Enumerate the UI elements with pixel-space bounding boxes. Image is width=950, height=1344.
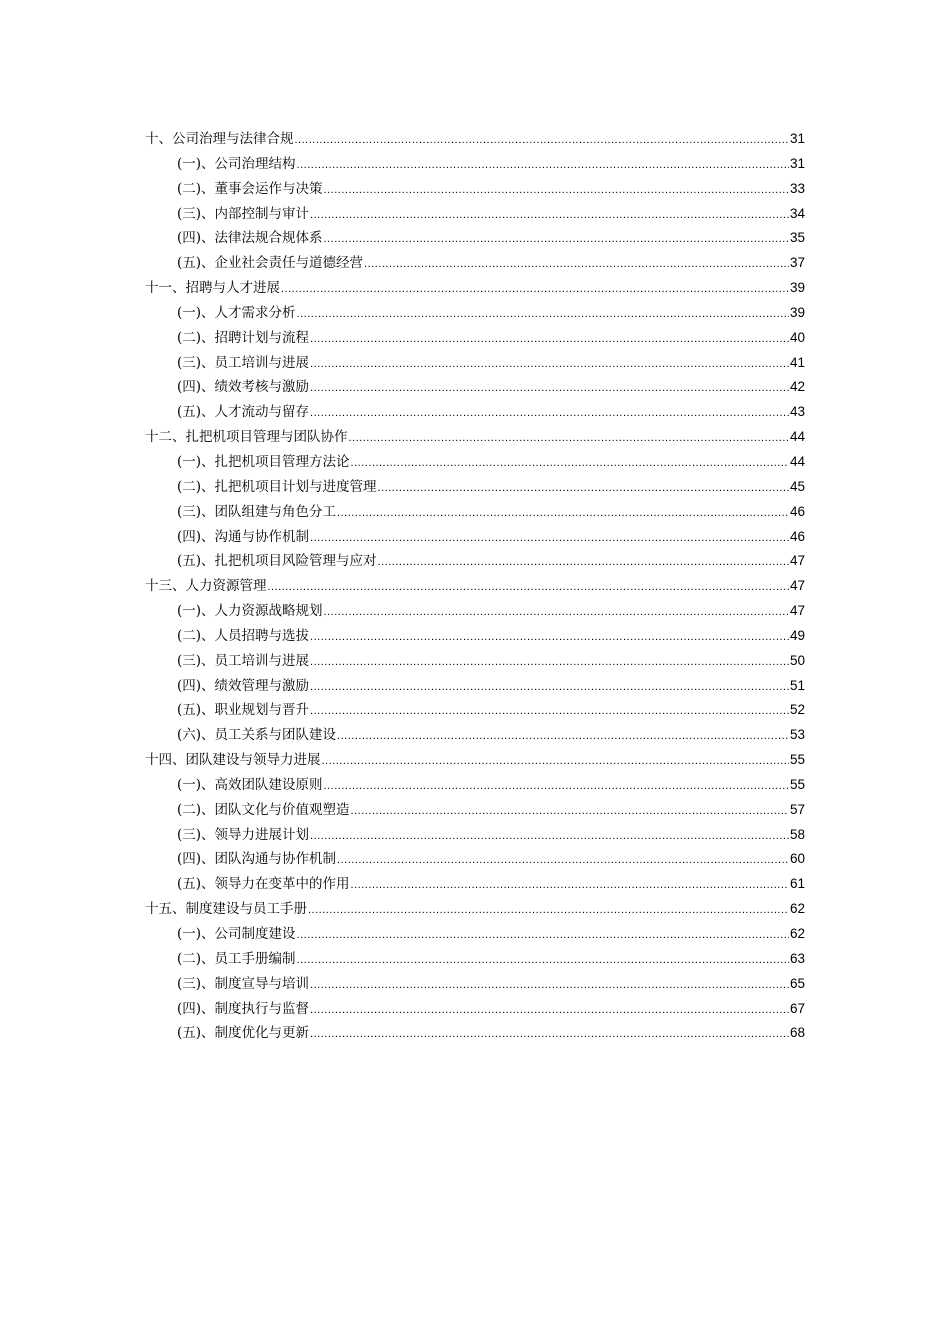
toc-entry-title: (四)、绩效考核与激励	[177, 379, 310, 396]
toc-dot-leader	[295, 128, 789, 153]
toc-page-number: 47	[789, 603, 805, 619]
toc-entry-title: (二)、董事会运作与决策	[177, 180, 323, 197]
toc-page-number: 46	[789, 528, 805, 544]
toc-entry-title: (三)、制度宣导与培训	[177, 975, 310, 992]
toc-dot-leader	[310, 401, 789, 426]
toc-dot-leader	[337, 724, 789, 749]
toc-section-entry[interactable]	[145, 823, 805, 848]
toc-dot-leader	[324, 227, 789, 252]
toc-page-number: 44	[789, 453, 805, 469]
toc-section-entry[interactable]	[145, 450, 805, 475]
toc-page-number: 51	[789, 677, 805, 693]
toc-entry-title: (一)、公司制度建设	[177, 926, 296, 942]
toc-entry-title: (四)、团队沟通与协作机制	[177, 851, 337, 868]
toc-chapter-entry[interactable]	[145, 425, 805, 450]
toc-dot-leader	[310, 998, 789, 1023]
toc-entry-title: (三)、员工培训与进展	[177, 354, 310, 371]
toc-entry-title: (四)、制度执行与监督	[177, 1000, 310, 1017]
toc-dot-leader	[364, 252, 789, 277]
toc-page-number: 49	[789, 627, 805, 643]
toc-entry-title: (二)、员工手册编制	[177, 950, 296, 967]
toc-page-number: 33	[789, 180, 805, 196]
toc-entry-title: (一)、高效团队建设原则	[177, 776, 323, 793]
toc-dot-leader	[324, 600, 789, 625]
toc-dot-leader	[310, 352, 789, 377]
toc-entry-title: (三)、领导力进展计划	[177, 826, 310, 843]
toc-section-entry[interactable]	[145, 177, 805, 202]
toc-dot-leader	[297, 948, 789, 973]
toc-section-entry[interactable]	[145, 674, 805, 699]
toc-dot-leader	[297, 923, 789, 948]
toc-entry-title: (三)、内部控制与审计	[177, 205, 310, 222]
toc-dot-leader	[310, 699, 789, 724]
toc-dot-leader	[378, 550, 789, 575]
toc-dot-leader	[310, 675, 789, 700]
toc-chapter-entry[interactable]	[145, 127, 805, 152]
toc-page-number: 55	[789, 752, 805, 768]
toc-entry-title: (一)、人才需求分析	[177, 304, 296, 321]
toc-chapter-entry[interactable]	[145, 748, 805, 773]
toc-entry-title: (四)、法律法规合规体系	[177, 230, 323, 247]
toc-page-number: 31	[789, 131, 805, 146]
toc-section-entry[interactable]	[145, 798, 805, 823]
toc-entry-title: (三)、员工培训与进展	[177, 652, 310, 669]
toc-dot-leader	[310, 650, 789, 675]
toc-entry-title: (六)、员工关系与团队建设	[177, 727, 337, 744]
toc-page-number: 39	[789, 280, 805, 296]
toc-entry-title: 十四、团队建设与领导力进展	[145, 752, 321, 769]
table-of-contents	[145, 127, 805, 1046]
toc-dot-leader	[351, 799, 789, 824]
toc-entry-title: (五)、人才流动与留存	[177, 404, 310, 421]
toc-dot-leader	[297, 153, 789, 178]
toc-entry-title: (五)、扎把机项目风险管理与应对	[177, 553, 377, 570]
toc-dot-leader	[337, 848, 789, 873]
toc-section-entry[interactable]	[145, 773, 805, 798]
toc-section-entry[interactable]	[145, 947, 805, 972]
toc-entry-title: (一)、人力资源战略规划	[177, 603, 323, 620]
toc-entry-title: (一)、扎把机项目管理方法论	[177, 453, 350, 470]
toc-dot-leader	[322, 749, 789, 774]
toc-dot-leader	[324, 774, 789, 799]
toc-section-entry[interactable]	[145, 202, 805, 227]
toc-dot-leader	[349, 426, 789, 451]
toc-entry-title: 十、公司治理与法律合规	[145, 131, 294, 147]
toc-chapter-entry[interactable]	[145, 897, 805, 922]
toc-section-entry[interactable]	[145, 326, 805, 351]
toc-page-number: 42	[789, 379, 805, 395]
toc-section-entry[interactable]	[145, 922, 805, 947]
toc-dot-leader	[310, 203, 789, 228]
toc-page-number: 62	[789, 926, 805, 941]
toc-dot-leader	[324, 178, 789, 203]
toc-section-entry[interactable]	[145, 872, 805, 897]
toc-dot-leader	[281, 277, 789, 302]
toc-section-entry[interactable]	[145, 997, 805, 1022]
toc-dot-leader	[308, 898, 789, 923]
toc-section-entry[interactable]	[145, 847, 805, 872]
toc-entry-title: (五)、职业规划与晋升	[177, 702, 310, 719]
toc-dot-leader	[310, 526, 789, 551]
toc-section-entry[interactable]	[145, 549, 805, 574]
toc-section-entry[interactable]	[145, 723, 805, 748]
toc-dot-leader	[297, 302, 789, 327]
toc-page-number: 61	[789, 876, 805, 892]
toc-page-number: 35	[789, 230, 805, 246]
toc-entry-title: (四)、绩效管理与激励	[177, 677, 310, 694]
toc-dot-leader	[310, 1022, 789, 1047]
toc-entry-title: (二)、团队文化与价值观塑造	[177, 801, 350, 818]
toc-dot-leader	[351, 451, 789, 476]
toc-section-entry[interactable]	[145, 599, 805, 624]
toc-section-entry[interactable]	[145, 251, 805, 276]
toc-dot-leader	[351, 873, 789, 898]
toc-section-entry[interactable]	[145, 500, 805, 525]
toc-page-number: 65	[789, 975, 805, 991]
toc-page-number: 34	[789, 205, 805, 221]
toc-entry-title: 十一、招聘与人才进展	[145, 280, 280, 297]
toc-page-number: 46	[789, 503, 805, 519]
toc-page-number: 50	[789, 652, 805, 668]
toc-chapter-entry[interactable]	[145, 276, 805, 301]
toc-entry-title: (一)、公司治理结构	[177, 155, 296, 172]
toc-section-entry[interactable]	[145, 698, 805, 723]
toc-section-entry[interactable]	[145, 525, 805, 550]
toc-page-number: 57	[789, 801, 805, 817]
toc-entry-title: 十二、扎把机项目管理与团队协作	[145, 429, 348, 446]
toc-entry-title: (五)、企业社会责任与道德经营	[177, 255, 364, 272]
toc-section-entry[interactable]	[145, 972, 805, 997]
toc-page-number: 40	[789, 329, 805, 345]
toc-section-entry[interactable]	[145, 375, 805, 400]
toc-section-entry[interactable]	[145, 475, 805, 500]
toc-page-number: 47	[789, 578, 805, 594]
toc-page-number: 67	[789, 1000, 805, 1016]
toc-entry-title: (四)、沟通与协作机制	[177, 528, 310, 545]
toc-page-number: 37	[789, 255, 805, 271]
toc-entry-title: 十五、制度建设与员工手册	[145, 901, 307, 918]
toc-chapter-entry[interactable]	[145, 574, 805, 599]
toc-page-number: 41	[789, 354, 805, 370]
toc-page-number: 62	[789, 901, 805, 917]
toc-entry-title: (二)、招聘计划与流程	[177, 329, 310, 346]
toc-page-number: 39	[789, 304, 805, 320]
toc-page-number: 55	[789, 776, 805, 792]
toc-dot-leader	[310, 824, 789, 849]
toc-dot-leader	[310, 625, 789, 650]
toc-section-entry[interactable]	[145, 226, 805, 251]
toc-section-entry[interactable]	[145, 400, 805, 425]
toc-page-number: 60	[789, 851, 805, 867]
toc-section-entry[interactable]	[145, 624, 805, 649]
toc-page-number: 52	[789, 702, 805, 718]
toc-dot-leader	[268, 575, 789, 600]
toc-dot-leader	[310, 973, 789, 998]
toc-page-number: 31	[789, 155, 805, 171]
toc-page-number: 47	[789, 553, 805, 569]
toc-dot-leader	[378, 476, 789, 501]
toc-dot-leader	[310, 327, 789, 352]
toc-dot-leader	[337, 501, 789, 526]
toc-entry-title: (五)、领导力在变革中的作用	[177, 876, 350, 893]
toc-page-number: 53	[789, 727, 805, 743]
toc-entry-title: (二)、人员招聘与选拔	[177, 627, 310, 644]
toc-page-number: 58	[789, 826, 805, 842]
toc-page-number: 45	[789, 478, 805, 494]
toc-entry-title: 十三、人力资源管理	[145, 578, 267, 595]
toc-entry-title: (二)、扎把机项目计划与进度管理	[177, 478, 377, 495]
toc-page-number: 63	[789, 950, 805, 966]
toc-page-number: 44	[789, 429, 805, 445]
toc-section-entry[interactable]	[145, 351, 805, 376]
toc-section-entry[interactable]	[145, 152, 805, 177]
toc-section-entry[interactable]	[145, 301, 805, 326]
toc-entry-title: (三)、团队组建与角色分工	[177, 503, 337, 520]
toc-page-number: 43	[789, 404, 805, 420]
toc-entry-title: (五)、制度优化与更新	[177, 1025, 310, 1042]
toc-section-entry[interactable]	[145, 649, 805, 674]
toc-page-number: 68	[789, 1025, 805, 1041]
toc-section-entry[interactable]	[145, 1021, 805, 1046]
toc-dot-leader	[310, 376, 789, 401]
